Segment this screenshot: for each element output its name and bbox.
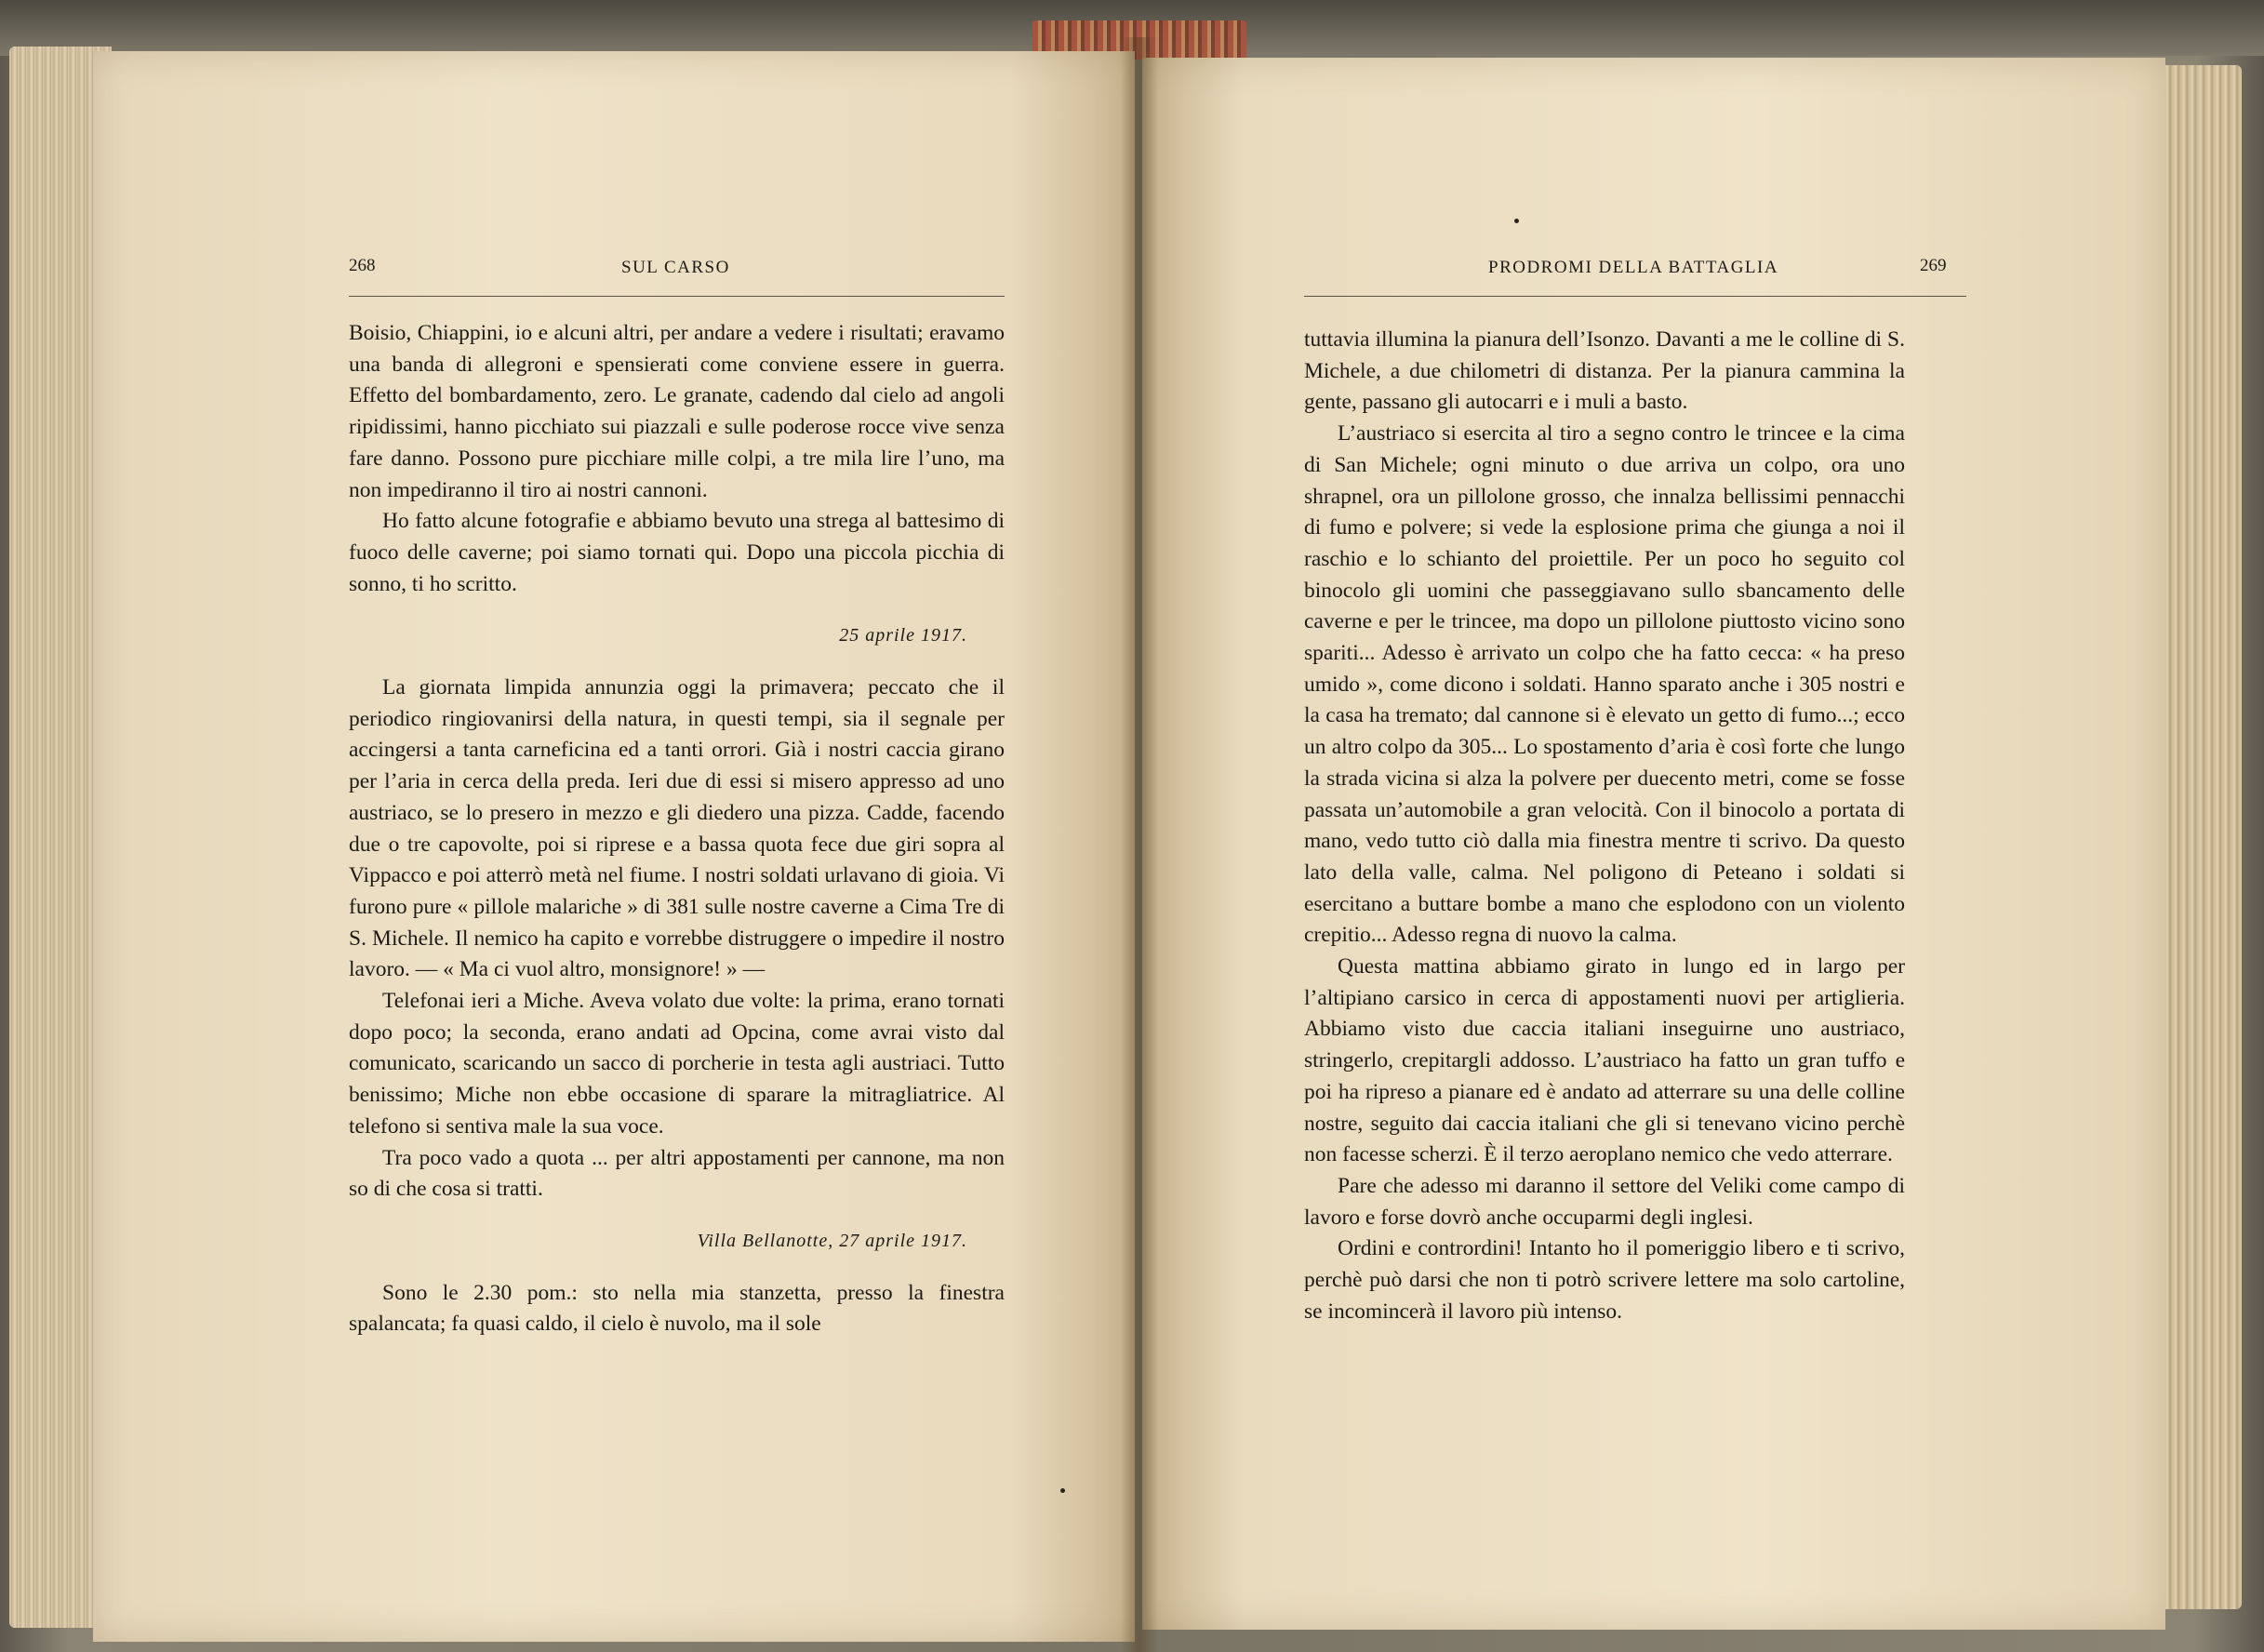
left-header-rule (349, 296, 1005, 297)
right-paragraph-1: tuttavia illumina la pianura dell’Isonzo. Davanti a me le colline di S. Michele, a due chilometri di distanza. Per la pianura cammina la gente, passano gli autocarri e i muli a basto. (1304, 327, 1905, 415)
right-page-text (1304, 325, 1905, 1328)
right-paragraph-4: Pare che adesso mi daranno il settore del Veliki come campo di lavoro e forse dovrò anche occuparmi degli inglesi. (1304, 1173, 1905, 1230)
book-gutter-shadow (1121, 37, 1158, 1652)
left-paragraph-3: La giornata limpida annunzia oggi la primavera; peccato che il periodico ringiovanirsi della natura, in questi tempi, sia il segnale per accingersi a tanta carneficina ed a tanti orrori. Già i nostri caccia girano per l’aria in cerca della preda. Ieri due di essi si misero appresso ad uno austriaco, se lo presero in mezzo e gli diedero una pizza. Cadde, facendo due o tre capovolte, poi si riprese e a bassa quota fece due giri sopra al Vippacco e poi atterrò metà nel fiume. I nostri soldati urlavano di gioia. Vi furono pure « pillole malariche » di 381 sulle nostre caverne a Cima Tre di S. Michele. Il nemico ha capito e vorrebbe distruggere o impedire il nostro lavoro. — « Ma ci vuol altro, monsignore! » — (349, 675, 1005, 982)
left-paragraph-6: Sono le 2.30 pom.: sto nella mia stanzetta, presso la finestra spalancata; fa quasi caldo, il cielo è nuvolo, ma il sole (349, 1280, 1005, 1337)
left-page-number: 268 (349, 256, 376, 275)
left-page-text (349, 318, 1005, 1340)
right-paragraph-5: Ordini e contrordini! Intanto ho il pomeriggio libero e ti scrivo, perchè può darsi che non ti potrò scrivere lettere ma solo cartoline, se incomincerà il lavoro più intenso. (1304, 1236, 1905, 1324)
left-dateline-2: Villa Bellanotte, 27 aprile 1917. (697, 1230, 967, 1251)
left-paragraph-2: Ho fatto alcune fotografie e abbiamo bevuto una strega al battesimo di fuoco delle caverne; poi siamo tornati qui. Dopo una piccola picchia di sonno, ti ho scritto. (349, 509, 1005, 596)
right-page-number: 269 (1920, 256, 1947, 275)
left-paragraph-4: Telefonai ieri a Miche. Aveva volato due volte: la prima, erano tornati dopo poco; la seconda, erano andati ad Opcina, come avrai visto dal comunicato, scaricando un sacco di porcherie in testa agli austriaci. Tutto benissimo; Miche non ebbe occasione di sparare la mitragliatrice. Al telefono si sentiva male la sua voce. (349, 989, 1005, 1139)
ink-speck (1060, 1488, 1065, 1493)
right-paragraph-3: Questa mattina abbiamo girato in lungo ed in largo per l’altipiano carsico in cerca di appostamenti nuovi per artiglieria. Abbiamo visto due caccia italiani inseguirne uno austriaco, stringerlo, crepitargli addosso. L’austriaco ha fatto un gran tuffo e poi ha ripreso a pianare ed è andato ad atterrare su una delle colline nostre, seguito dai caccia italiani che gli si tenevano vicino perchè non facesse scherzi. È il terzo aeroplano nemico che vedo atterrare. (1304, 954, 1905, 1167)
right-paragraph-2: L’austriaco si esercita al tiro a segno contro le trincee e la cima di San Michele; ogni minuto o due arriva un colpo, ora uno shrapnel, ora un pillolone grosso, che innalza bellissimi pennacchi di fumo e polvere; si vede la esplosione prima che giunga a noi il raschio e lo schianto del proiettile. Per un poco ho seguito col binocolo gli uomini che passeggiavano sullo sbancamento delle caverne e per le trincee, ma dopo un pillolone piuttosto vicino sono spariti... Adesso è arrivato un colpo che ha fatto cecca: « ha preso umido », come dicono i soldati. Hanno sparato anche i 305 nostri e la casa ha tremato; dal cannone si è elevato un getto di fumo...; ecco un altro colpo da 305... Lo spostamento d’aria è così forte che lungo la strada vicina si alza la polvere per duecento metri, come se fosse passata un’automobile a gran velocità. Con il binocolo a portata di mano, vedo tutto ciò dalla mia finestra mentre ti scrivo. Da questo lato della valle, calma. Nel poligono di Peteano i soldati si esercitano a buttare bombe a mano che esplodono con un violento crepitio... Adesso regna di nuovo la calma. (1304, 421, 1905, 948)
right-header-rule (1304, 296, 1966, 297)
right-running-head: PRODROMI DELLA BATTAGLIA (1488, 258, 1779, 277)
ink-speck (1514, 219, 1519, 223)
left-running-head: SUL CARSO (621, 258, 730, 277)
left-dateline-1: 25 aprile 1917. (839, 625, 967, 646)
left-paragraph-1: Boisio, Chiappini, io e alcuni altri, per andare a vedere i risultati; eravamo una banda di allegroni e spensierati come conviene essere in guerra. Effetto del bombardamento, zero. Le granate, cadendo dal cielo ad angoli ripidissimi, hanno picchiato sui piazzali e sulle poderose rocce vive senza fare danno. Possono pure picchiare mille colpi, a tre mila lire l’uno, ma non impediranno il tiro ai nostri cannoni. (349, 321, 1005, 502)
left-paragraph-5: Tra poco vado a quota ... per altri appostamenti per cannone, ma non so di che cosa si tratti. (349, 1145, 1005, 1202)
